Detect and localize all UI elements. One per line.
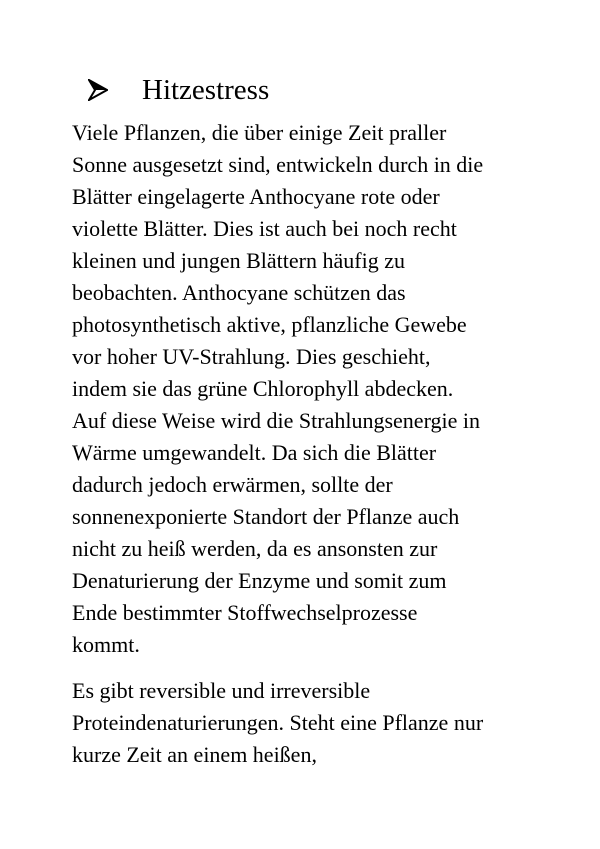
text-line: dadurch jedoch erwärmen, sollte der [72,472,393,497]
section-heading [88,70,269,110]
text-line: kleinen und jungen Blättern häufig zu [72,248,405,273]
text-line: Proteindenaturierungen. Steht eine Pflanze nur [72,710,484,735]
text-line: violette Blätter. Dies ist auch bei noch recht [72,216,457,241]
heading-title: Hitzestress [142,74,270,106]
text-line: Denaturierung der Enzyme und somit zum [72,568,447,593]
body-paragraph [72,675,483,771]
text-line: kommt. [72,632,140,657]
text-line: vor hoher UV-Strahlung. Dies geschieht, [72,344,431,369]
text-line: Viele Pflanzen, die über einige Zeit praller [72,120,447,145]
text-line: Sonne ausgesetzt sind, entwickeln durch in die [72,152,484,177]
body-paragraph [72,117,483,661]
text-line: Blätter eingelagerte Anthocyane rote oder [72,184,440,209]
text-line: kurze Zeit an einem heißen, [72,742,317,767]
text-line: Ende bestimmter Stoffwechselprozesse [72,600,418,625]
text-line: beobachten. Anthocyane schützen das [72,280,406,305]
arrowhead-bullet-icon [88,79,108,101]
text-line: Es gibt reversible und irreversible [72,678,371,703]
text-line: indem sie das grüne Chlorophyll abdecken. [72,376,454,401]
text-line: photosynthetisch aktive, pflanzliche Gewebe [72,312,467,337]
text-line: sonnenexponierte Standort der Pflanze auch [72,504,460,529]
text-line: Auf diese Weise wird die Strahlungsenergie in [72,408,480,433]
text-line: nicht zu heiß werden, da es ansonsten zur [72,536,438,561]
text-line: Wärme umgewandelt. Da sich die Blätter [72,440,437,465]
